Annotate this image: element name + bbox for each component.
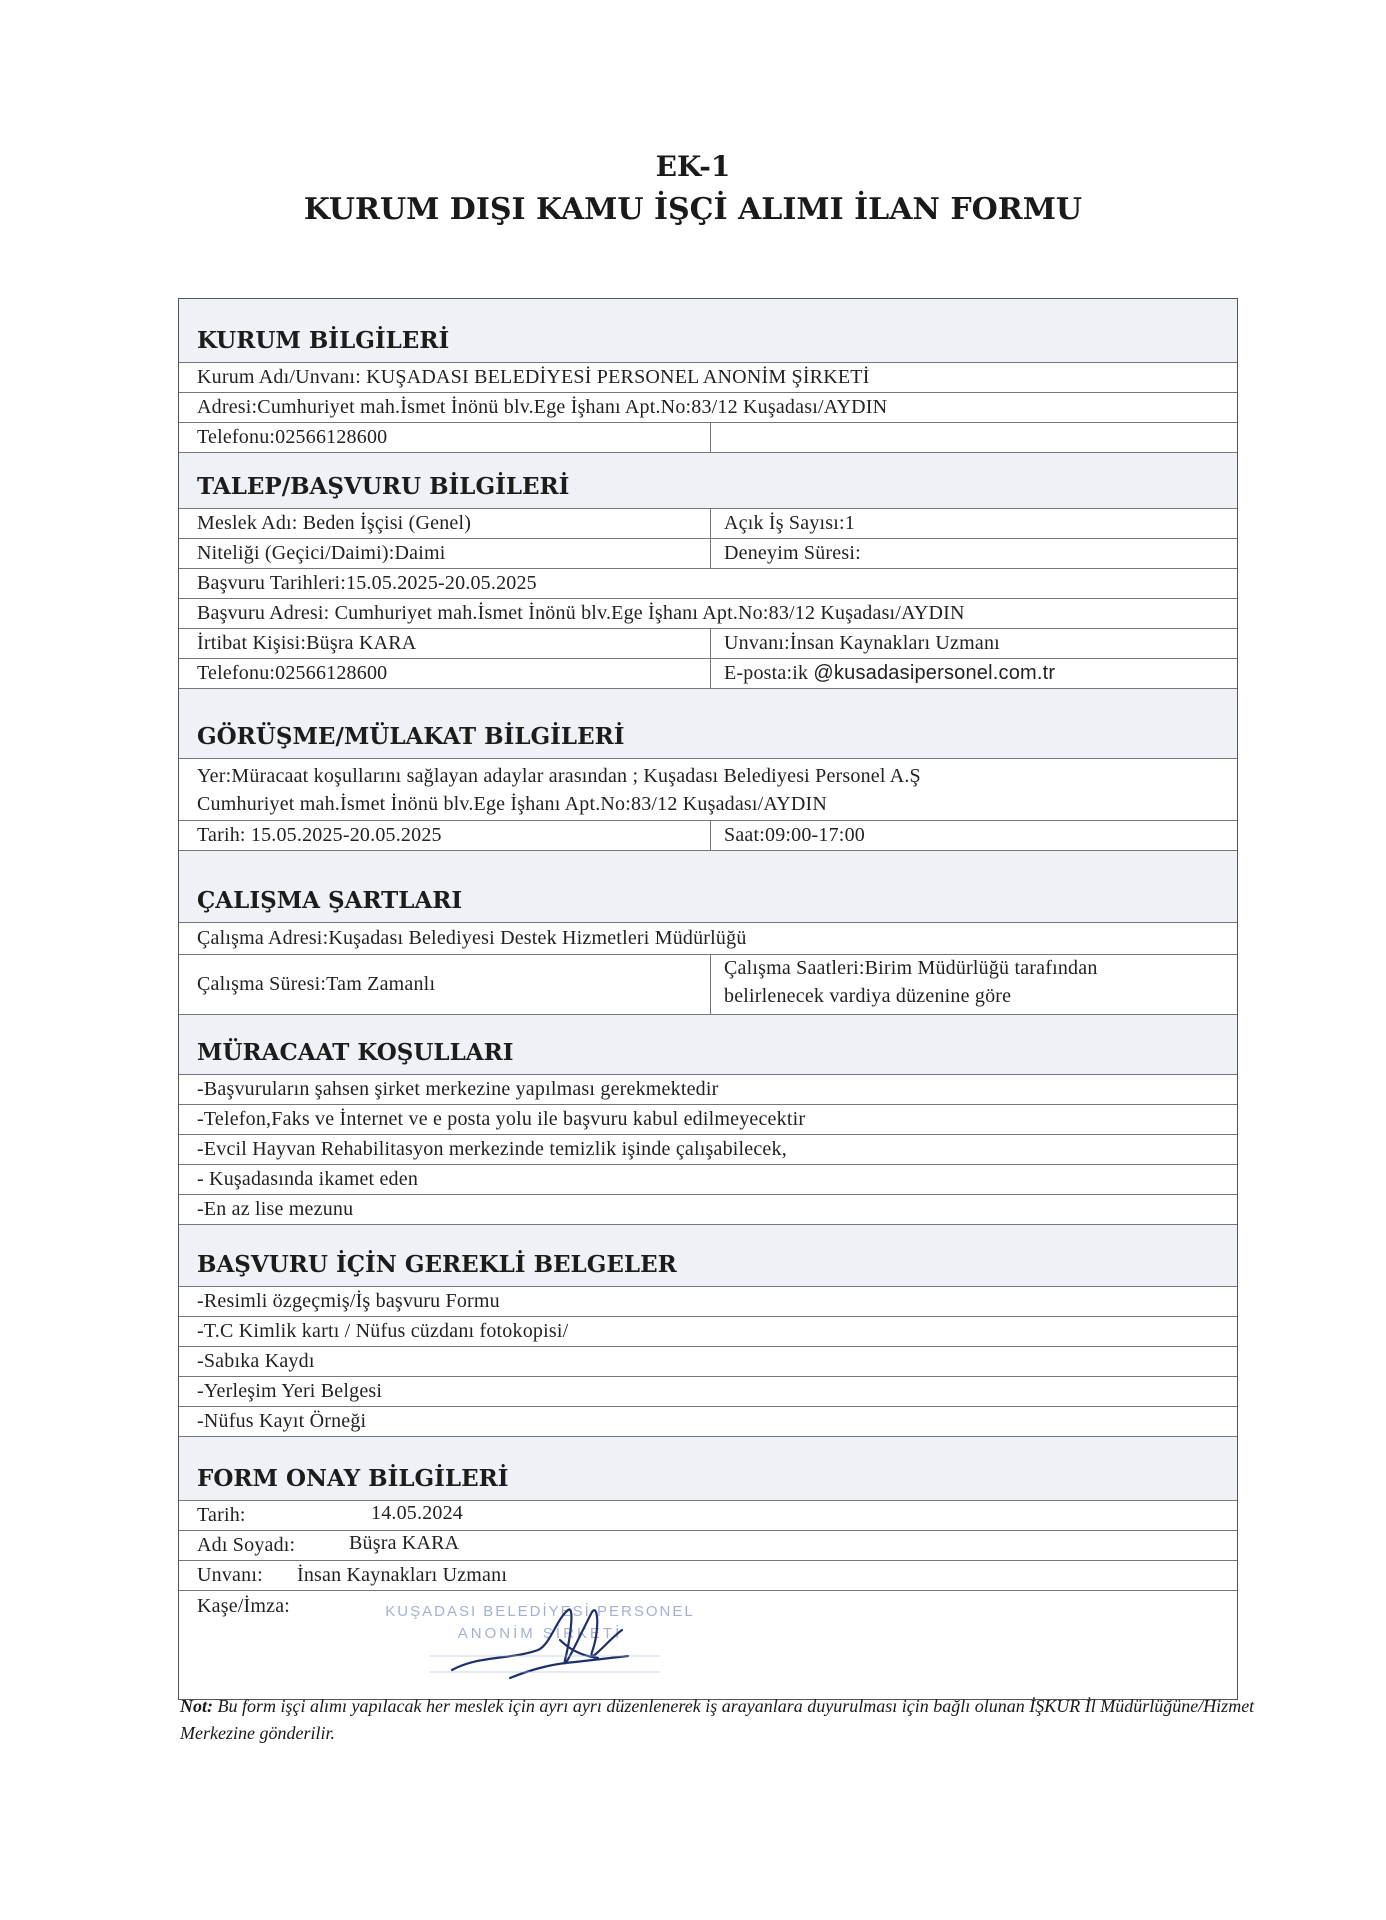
- talep-meslek-row: [179, 509, 1237, 539]
- list-item: [179, 1317, 1237, 1347]
- talep-telefon: Telefonu:02566128600: [197, 662, 388, 684]
- muracaat-item: -Telefon,Faks ve İnternet ve e posta yolu ile başvuru kabul edilmeyecektir: [197, 1108, 806, 1130]
- company-stamp: [360, 1600, 720, 1695]
- calisma-sure-row: [179, 955, 1237, 1015]
- section-calisma-title: ÇALIŞMA ŞARTLARI: [197, 887, 463, 914]
- onay-adi-label: Adı Soyadı:: [197, 1534, 296, 1556]
- list-item: [179, 1377, 1237, 1407]
- gorusme-saat: Saat:09:00-17:00: [724, 824, 865, 846]
- kurum-adi: Kurum Adı/Unvanı: KUŞADASI BELEDİYESİ PERSONEL ANONİM ŞİRKETİ: [197, 366, 870, 388]
- list-item: [179, 1105, 1237, 1135]
- niteligi: Niteliği (Geçici/Daimi):Daimi: [197, 542, 446, 564]
- gorusme-tarih-row: [179, 821, 1237, 851]
- belge-item: -Sabıka Kaydı: [197, 1350, 315, 1372]
- list-item: [179, 1287, 1237, 1317]
- section-talep: [179, 453, 1237, 509]
- section-kurum: [179, 299, 1237, 363]
- list-item: [179, 1165, 1237, 1195]
- kurum-adres-row: [179, 393, 1237, 423]
- irtibat-unvani: Unvanı:İnsan Kaynakları Uzmanı: [724, 632, 1000, 654]
- onay-tarih-label: Tarih:: [197, 1504, 246, 1526]
- acik-is-sayisi: Açık İş Sayısı:1: [724, 512, 855, 534]
- section-belgeler-title: BAŞVURU İÇİN GEREKLİ BELGELER: [197, 1251, 677, 1278]
- section-muracaat-title: MÜRACAAT KOŞULLARI: [197, 1039, 514, 1066]
- footnote: [180, 1693, 1260, 1747]
- column-divider: [710, 955, 711, 1015]
- basvuru-adresi: Başvuru Adresi: Cumhuriyet mah.İsmet İnönü blv.Ege İşhanı Apt.No:83/12 Kuşadası/AYDIN: [197, 602, 965, 624]
- talep-telefon-row: [179, 659, 1237, 689]
- kase-imza-label: Kaşe/İmza:: [197, 1595, 291, 1617]
- section-calisma: [179, 851, 1237, 923]
- column-divider: [710, 423, 711, 453]
- stamp-line1: KUŞADASI BELEDİYESİ PERSONEL: [385, 1603, 695, 1620]
- column-divider: [710, 629, 711, 659]
- section-onay-title: FORM ONAY BİLGİLERİ: [197, 1465, 509, 1492]
- talep-irtibat-row: [179, 629, 1237, 659]
- meslek-adi: Meslek Adı: Beden İşçisi (Genel): [197, 512, 472, 534]
- column-divider: [710, 539, 711, 569]
- eposta-value: @kusadasipersonel.com.tr: [813, 662, 1056, 684]
- list-item: [179, 1407, 1237, 1437]
- irtibat-kisisi: İrtibat Kişisi:Büşra KARA: [197, 632, 417, 654]
- deneyim-suresi: Deneyim Süresi:: [724, 542, 861, 564]
- gorusme-yer-line1: Yer:Müracaat koşullarını sağlayan adaylar arasından ; Kuşadası Belediyesi Personel A.Ş: [197, 765, 921, 787]
- eposta: [724, 662, 1055, 685]
- onay-tarih-value: 14.05.2024: [371, 1502, 463, 1524]
- column-divider: [710, 821, 711, 851]
- section-talep-title: TALEP/BAŞVURU BİLGİLERİ: [197, 473, 570, 500]
- form-title: KURUM DIŞI KAMU İŞÇİ ALIMI İLAN FORMU: [303, 192, 1083, 227]
- section-belgeler: [179, 1225, 1237, 1287]
- column-divider: [710, 509, 711, 539]
- section-kurum-title: KURUM BİLGİLERİ: [197, 327, 450, 354]
- list-item: [179, 1135, 1237, 1165]
- gorusme-yer-line2: Cumhuriyet mah.İsmet İnönü blv.Ege İşhanı Apt.No:83/12 Kuşadası/AYDIN: [197, 793, 828, 815]
- onay-tarih-row: [179, 1501, 1237, 1531]
- kurum-telefon: Telefonu:02566128600: [197, 426, 388, 448]
- section-onay: [179, 1437, 1237, 1501]
- onay-adi-row: [179, 1531, 1237, 1561]
- list-item: [179, 1075, 1237, 1105]
- eposta-label: E-posta:ik: [724, 662, 809, 684]
- list-item: [179, 1195, 1237, 1225]
- muracaat-item: -En az lise mezunu: [197, 1198, 354, 1220]
- gorusme-yer-row: [179, 759, 1237, 821]
- note-label: Not:: [180, 1696, 213, 1716]
- calisma-adres-row: [179, 923, 1237, 955]
- kurum-adi-row: [179, 363, 1237, 393]
- muracaat-item: - Kuşadasında ikamet eden: [197, 1168, 419, 1190]
- talep-adres-row: [179, 599, 1237, 629]
- onay-adi-value: Büşra KARA: [349, 1532, 460, 1554]
- onay-unvan-label: Unvanı:: [197, 1564, 263, 1586]
- annex-number: EK-1: [655, 150, 731, 183]
- gorusme-tarih: Tarih: 15.05.2025-20.05.2025: [197, 824, 442, 846]
- stamp-line2: ANONİM ŞİRKETİ: [457, 1625, 623, 1642]
- section-gorusme-title: GÖRÜŞME/MÜLAKAT BİLGİLERİ: [197, 723, 625, 750]
- calisma-suresi: Çalışma Süresi:Tam Zamanlı: [197, 973, 436, 995]
- onay-unvan-row: [179, 1561, 1237, 1591]
- belge-item: -Nüfus Kayıt Örneği: [197, 1410, 367, 1432]
- section-gorusme: [179, 689, 1237, 759]
- kurum-telefon-row: [179, 423, 1237, 453]
- belge-item: -T.C Kimlik kartı / Nüfus cüzdanı fotokopisi/: [197, 1320, 569, 1342]
- list-item: [179, 1347, 1237, 1377]
- kurum-adres: Adresi:Cumhuriyet mah.İsmet İnönü blv.Ege İşhanı Apt.No:83/12 Kuşadası/AYDIN: [197, 396, 888, 418]
- column-divider: [710, 659, 711, 689]
- note-text: Bu form işçi alımı yapılacak her meslek için ayrı ayrı düzenlenerek iş arayanlara duyurulması için bağlı olunan İŞKUR İl Müdürlüğüne/Hizmet Merkezine gönderilir.: [180, 1696, 1255, 1743]
- calisma-saatleri-line2: belirlenecek vardiya düzenine göre: [724, 985, 1012, 1007]
- belge-item: -Yerleşim Yeri Belgesi: [197, 1380, 383, 1402]
- calisma-adresi: Çalışma Adresi:Kuşadası Belediyesi Destek Hizmetleri Müdürlüğü: [197, 927, 747, 949]
- calisma-saatleri-line1: Çalışma Saatleri:Birim Müdürlüğü tarafından: [724, 957, 1098, 979]
- muracaat-item: -Evcil Hayvan Rehabilitasyon merkezinde temizlik işinde çalışabilecek,: [197, 1138, 787, 1160]
- announcement-form: [178, 298, 1238, 1700]
- muracaat-item: -Başvuruların şahsen şirket merkezine yapılması gerekmektedir: [197, 1078, 719, 1100]
- belge-item: -Resimli özgeçmiş/İş başvuru Formu: [197, 1290, 500, 1312]
- onay-unvan-value: İnsan Kaynakları Uzmanı: [297, 1564, 508, 1586]
- basvuru-tarihleri: Başvuru Tarihleri:15.05.2025-20.05.2025: [197, 572, 537, 594]
- section-muracaat: [179, 1015, 1237, 1075]
- talep-nitelik-row: [179, 539, 1237, 569]
- talep-tarih-row: [179, 569, 1237, 599]
